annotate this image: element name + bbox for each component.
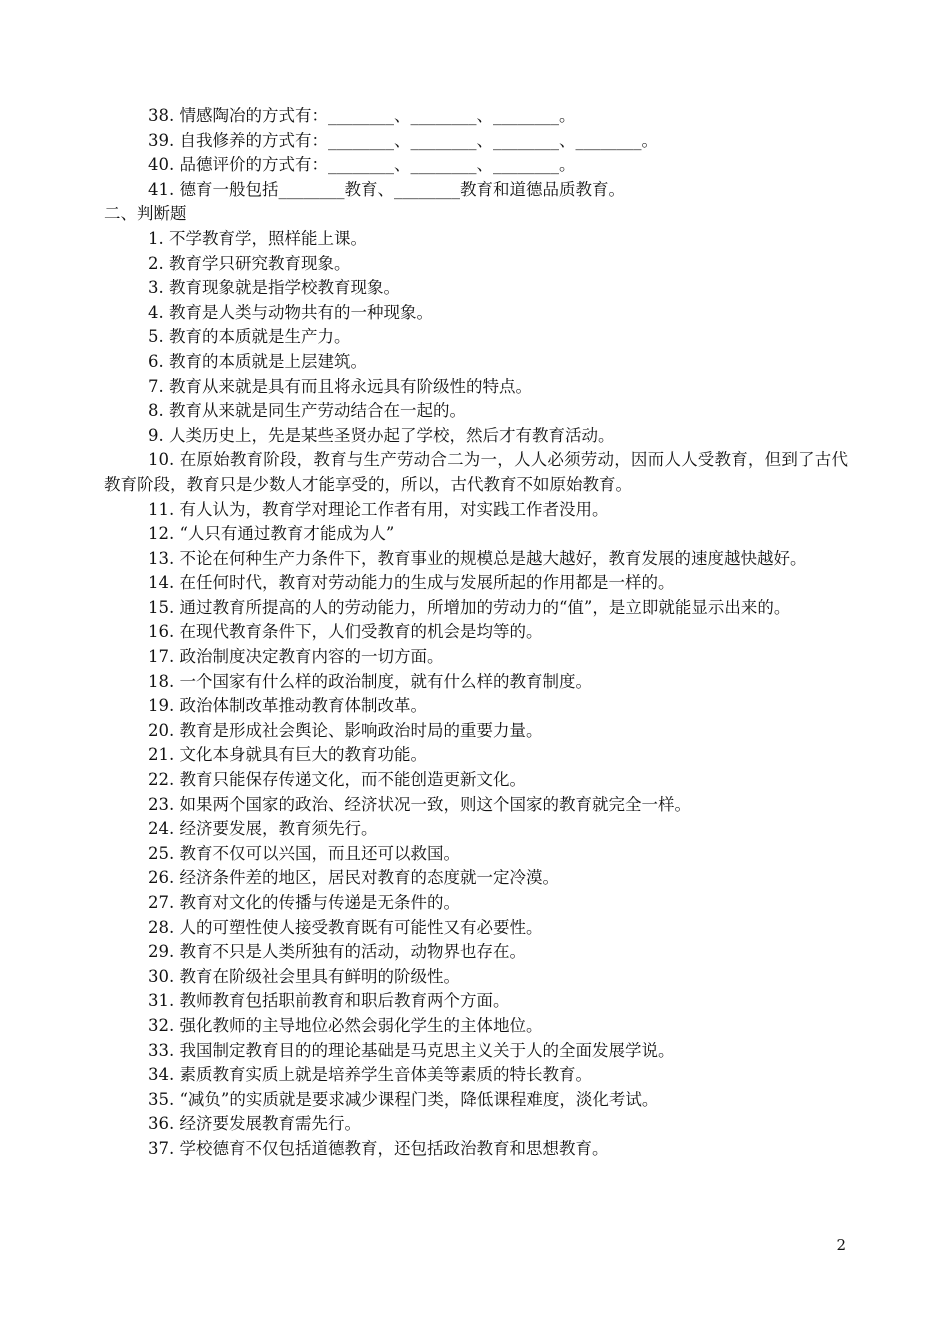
question-item: 29. 教育不只是人类所独有的活动，动物界也存在。	[148, 942, 526, 962]
question-item: 33. 我国制定教育目的的理论基础是马克思主义关于人的全面发展学说。	[148, 1040, 675, 1060]
question-item: 28. 人的可塑性使人接受教育既有可能性又有必要性。	[148, 917, 543, 937]
question-item: 6. 教育的本质就是上层建筑。	[148, 351, 367, 371]
question-item: 19. 政治体制改革推动教育体制改革。	[148, 696, 427, 716]
question-item: 22. 教育只能保存传递文化，而不能创造更新文化。	[148, 770, 526, 790]
question-item: 15. 通过教育所提高的人的劳动能力，所增加的劳动力的“值”，是立即就能显示出来的。	[148, 597, 791, 617]
question-item: 7. 教育从来就是具有而且将永远具有阶级性的特点。	[148, 376, 532, 396]
question-item: 31. 教师教育包括职前教育和职后教育两个方面。	[148, 991, 510, 1011]
question-item: 3. 教育现象就是指学校教育现象。	[148, 278, 400, 298]
question-item: 34. 素质教育实质上就是培养学生音体美等素质的特长教育。	[148, 1065, 592, 1085]
question-item: 35. “减负”的实质就是要求减少课程门类，降低课程难度，淡化考试。	[148, 1089, 659, 1109]
question-item: 26. 经济条件差的地区，居民对教育的态度就一定冷漠。	[148, 868, 559, 888]
question-item: 18. 一个国家有什么样的政治制度，就有什么样的教育制度。	[148, 671, 592, 691]
question-item: 32. 强化教师的主导地位必然会弱化学生的主体地位。	[148, 1015, 543, 1035]
question-item: 17. 政治制度决定教育内容的一切方面。	[148, 647, 444, 667]
question-item: 37. 学校德育不仅包括道德教育，还包括政治教育和思想教育。	[148, 1138, 609, 1158]
question-item: 27. 教育对文化的传播与传递是无条件的。	[148, 893, 460, 912]
fill-in-item: 41. 德育一般包括________教育、________教育和道德品质教育。	[148, 179, 625, 199]
question-item: 16. 在现代教育条件下，人们受教育的机会是均等的。	[148, 622, 543, 642]
question-item: 23. 如果两个国家的政治、经济状况一致，则这个国家的教育就完全一样。	[148, 794, 691, 814]
question-item: 1. 不学教育学，照样能上课。	[148, 228, 367, 248]
question-item: 11. 有人认为，教育学对理论工作者有用，对实践工作者没用。	[148, 499, 609, 519]
question-item: 20. 教育是形成社会舆论、影响政治时局的重要力量。	[148, 720, 543, 740]
page-content	[104, 104, 848, 1162]
question-item: 21. 文化本身就具有巨大的教育功能。	[148, 745, 427, 765]
question-item: 12. “人只有通过教育才能成为人”	[148, 524, 395, 544]
fill-in-item: 40. 品德评价的方式有：________、________、________。	[148, 155, 576, 175]
question-item: 9. 人类历史上，先是某些圣贤办起了学校，然后才有教育活动。	[148, 425, 615, 445]
question-item: 2. 教育学只研究教育现象。	[148, 253, 351, 273]
section-heading: 二、判断题	[104, 204, 187, 224]
question-item: 24. 经济要发展，教育须先行。	[148, 819, 378, 839]
question-item: 30. 教育在阶级社会里具有鲜明的阶级性。	[148, 966, 460, 986]
question-item: 13. 不论在何种生产力条件下，教育事业的规模总是越大越好，教育发展的速度越快越好。	[148, 548, 807, 568]
question-item: 5. 教育的本质就是生产力。	[148, 327, 351, 347]
question-item: 4. 教育是人类与动物共有的一种现象。	[148, 302, 433, 322]
question-item: 36. 经济要发展教育需先行。	[148, 1114, 361, 1134]
question-item: 25. 教育不仅可以兴国，而且还可以救国。	[148, 843, 460, 863]
question-item: 8. 教育从来就是同生产劳动结合在一起的。	[148, 401, 466, 421]
fill-in-item: 38. 情感陶冶的方式有：________、________、________。	[148, 106, 576, 125]
question-item: 10. 在原始教育阶段，教育与生产劳动合二为一，人人必须劳动，因而人人受教育，但到了古代教育阶段，教育只是少数人才能享受的，所以，古代教育不如原始教育。	[104, 450, 848, 494]
fill-in-item: 39. 自我修养的方式有：________、________、________、________。	[148, 130, 658, 150]
page-number: 2	[836, 1236, 846, 1254]
question-item: 14. 在任何时代，教育对劳动能力的生成与发展所起的作用都是一样的。	[148, 573, 675, 593]
